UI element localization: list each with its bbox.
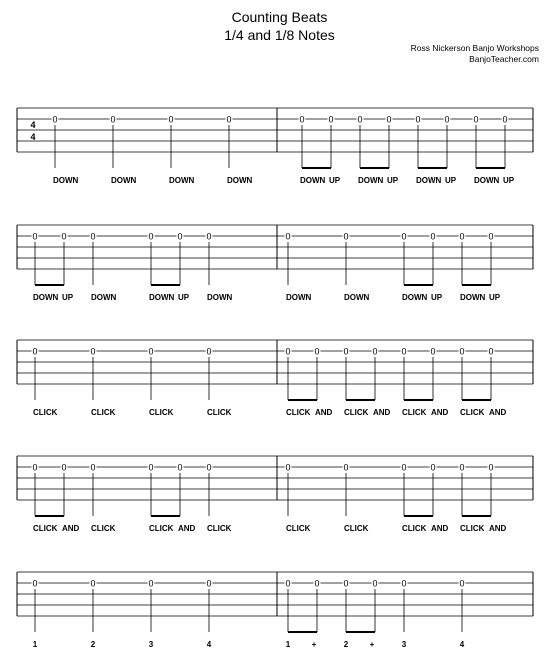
fret-number: 0 xyxy=(148,346,154,357)
strum-label: CLICK xyxy=(286,524,311,533)
fret-number: 0 xyxy=(90,462,96,473)
strum-label: CLICK xyxy=(91,524,116,533)
strum-label: UP xyxy=(62,293,74,302)
fret-number: 0 xyxy=(110,114,116,125)
strum-label: UP xyxy=(178,293,190,302)
strum-label: CLICK xyxy=(344,524,369,533)
time-signature-top: 4 xyxy=(30,120,36,130)
fret-number: 0 xyxy=(430,346,436,357)
fret-number: 0 xyxy=(401,231,407,242)
strum-label: UP xyxy=(387,176,399,185)
fret-number: 0 xyxy=(32,462,38,473)
strum-label: DOWN xyxy=(460,293,486,302)
fret-number: 0 xyxy=(401,578,407,589)
strum-label: UP xyxy=(445,176,457,185)
fret-number: 0 xyxy=(168,114,174,125)
strum-label: DOWN xyxy=(227,176,253,185)
strum-label: AND xyxy=(373,408,391,417)
strum-label: AND xyxy=(489,408,507,417)
strum-label: AND xyxy=(178,524,196,533)
strum-label: DOWN xyxy=(344,293,370,302)
strum-label: UP xyxy=(431,293,443,302)
fret-number: 0 xyxy=(314,346,320,357)
fret-number: 0 xyxy=(386,114,392,125)
fret-number: 0 xyxy=(415,114,421,125)
strum-label: UP xyxy=(489,293,501,302)
strum-label: DOWN xyxy=(416,176,442,185)
strum-label: CLICK xyxy=(149,524,174,533)
fret-number: 0 xyxy=(459,346,465,357)
fret-number: 0 xyxy=(372,346,378,357)
fret-number: 0 xyxy=(61,462,67,473)
strum-label: DOWN xyxy=(149,293,175,302)
strum-label: CLICK xyxy=(33,408,58,417)
fret-number: 0 xyxy=(488,231,494,242)
strum-label: CLICK xyxy=(207,408,232,417)
fret-number: 0 xyxy=(372,578,378,589)
fret-number: 0 xyxy=(401,462,407,473)
strum-label: UP xyxy=(329,176,341,185)
fret-number: 0 xyxy=(285,346,291,357)
strum-label: CLICK xyxy=(207,524,232,533)
fret-number: 0 xyxy=(177,231,183,242)
strum-label: AND xyxy=(489,524,507,533)
fret-number: 0 xyxy=(90,346,96,357)
beat-count-label: + xyxy=(311,640,317,649)
strum-label: DOWN xyxy=(402,293,428,302)
fret-number: 0 xyxy=(90,578,96,589)
fret-number: 0 xyxy=(314,578,320,589)
strum-label: DOWN xyxy=(91,293,117,302)
fret-number: 0 xyxy=(226,114,232,125)
credit-workshop: Ross Nickerson Banjo Workshops xyxy=(410,43,539,53)
strum-label: CLICK xyxy=(149,408,174,417)
strum-label: AND xyxy=(62,524,80,533)
beat-count-label: 1 xyxy=(32,640,38,649)
fret-number: 0 xyxy=(343,231,349,242)
credit-website: BanjoTeacher.com xyxy=(469,54,539,64)
beat-count-label: 2 xyxy=(90,640,96,649)
fret-number: 0 xyxy=(401,346,407,357)
fret-number: 0 xyxy=(285,462,291,473)
strum-label: CLICK xyxy=(460,408,485,417)
fret-number: 0 xyxy=(285,231,291,242)
time-signature-bottom: 4 xyxy=(30,132,36,142)
fret-number: 0 xyxy=(473,114,479,125)
beat-count-label: 3 xyxy=(148,640,154,649)
fret-number: 0 xyxy=(206,346,212,357)
fret-number: 0 xyxy=(343,346,349,357)
beat-count-label: 4 xyxy=(206,640,212,649)
fret-number: 0 xyxy=(459,231,465,242)
fret-number: 0 xyxy=(459,462,465,473)
fret-number: 0 xyxy=(328,114,334,125)
strum-label: DOWN xyxy=(53,176,79,185)
fret-number: 0 xyxy=(357,114,363,125)
fret-number: 0 xyxy=(488,346,494,357)
fret-number: 0 xyxy=(285,578,291,589)
fret-number: 0 xyxy=(444,114,450,125)
fret-number: 0 xyxy=(430,462,436,473)
fret-number: 0 xyxy=(343,578,349,589)
strum-label: DOWN xyxy=(207,293,233,302)
strum-label: DOWN xyxy=(358,176,384,185)
strum-label: DOWN xyxy=(33,293,59,302)
strum-label: DOWN xyxy=(286,293,312,302)
fret-number: 0 xyxy=(32,231,38,242)
fret-number: 0 xyxy=(206,231,212,242)
fret-number: 0 xyxy=(430,231,436,242)
sheet-title: Counting Beats xyxy=(231,9,328,25)
strum-label: CLICK xyxy=(344,408,369,417)
beat-count-label: 3 xyxy=(401,640,407,649)
fret-number: 0 xyxy=(343,462,349,473)
fret-number: 0 xyxy=(488,462,494,473)
strum-label: AND xyxy=(431,524,449,533)
strum-label: CLICK xyxy=(402,408,427,417)
fret-number: 0 xyxy=(61,231,67,242)
strum-label: AND xyxy=(431,408,449,417)
fret-number: 0 xyxy=(148,462,154,473)
fret-number: 0 xyxy=(148,231,154,242)
strum-label: DOWN xyxy=(474,176,500,185)
strum-label: CLICK xyxy=(402,524,427,533)
fret-number: 0 xyxy=(206,462,212,473)
strum-label: UP xyxy=(503,176,515,185)
strum-label: CLICK xyxy=(286,408,311,417)
fret-number: 0 xyxy=(52,114,58,125)
fret-number: 0 xyxy=(177,462,183,473)
fret-number: 0 xyxy=(90,231,96,242)
strum-label: CLICK xyxy=(460,524,485,533)
sheet-subtitle: 1/4 and 1/8 Notes xyxy=(224,27,335,43)
strum-label: DOWN xyxy=(300,176,326,185)
fret-number: 0 xyxy=(502,114,508,125)
fret-number: 0 xyxy=(148,578,154,589)
strum-label: CLICK xyxy=(91,408,116,417)
strum-label: DOWN xyxy=(111,176,137,185)
strum-label: AND xyxy=(315,408,333,417)
fret-number: 0 xyxy=(206,578,212,589)
fret-number: 0 xyxy=(32,346,38,357)
strum-label: CLICK xyxy=(33,524,58,533)
beat-count-label: 1 xyxy=(285,640,291,649)
fret-number: 0 xyxy=(299,114,305,125)
beat-count-label: + xyxy=(369,640,375,649)
beat-count-label: 4 xyxy=(459,640,465,649)
strum-label: DOWN xyxy=(169,176,195,185)
beat-count-label: 2 xyxy=(343,640,349,649)
fret-number: 0 xyxy=(459,578,465,589)
fret-number: 0 xyxy=(32,578,38,589)
